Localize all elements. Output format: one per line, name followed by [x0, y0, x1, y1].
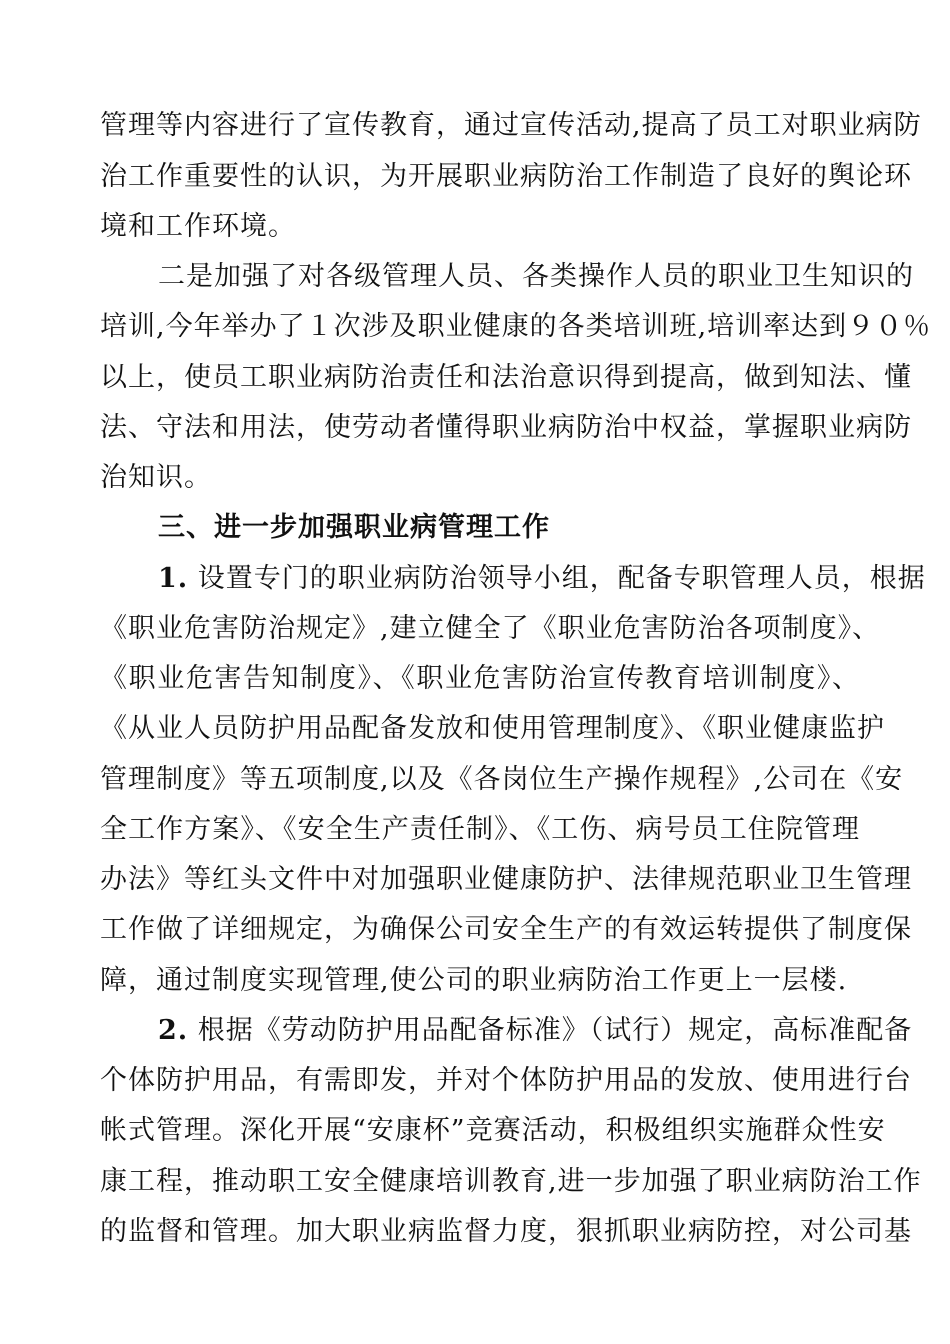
text-line-11: 《职业危害防治规定》,建立健全了《职业危害防治各项制度》、 [100, 613, 881, 644]
text-line-3: 境和工作环境。 [100, 211, 296, 242]
text-line-23: 的监督和管理。加大职业病监督力度，狠抓职业病防控，对公司基 [100, 1216, 912, 1247]
section-heading: 三、进一步加强职业病管理工作 [158, 512, 550, 543]
text-line-6: 以上，使员工职业病防治责任和法治意识得到提高，做到知法、懂 [100, 362, 912, 393]
text-line-2: 治工作重要性的认识，为开展职业病防治工作制造了良好的舆论环 [100, 161, 912, 192]
text-line-5: 培训,今年举办了１次涉及职业健康的各类培训班,培训率达到９０％ [100, 311, 932, 342]
text-line-21: 帐式管理。深化开展“安康杯”竞赛活动，积极组织实施群众性安 [100, 1115, 886, 1146]
item-number-2: 2. [158, 1015, 189, 1046]
text-line-13: 《从业人员防护用品配备发放和使用管理制度》、《职业健康监护 [100, 713, 885, 744]
text-line-10-content: 设置专门的职业病防治领导小组，配备专职管理人员，根据 [197, 563, 926, 594]
text-line-7: 法、守法和用法，使劳动者懂得职业病防治中权益，掌握职业病防 [100, 412, 912, 443]
text-line-14: 管理制度》等五项制度,以及《各岗位生产操作规程》,公司在《安 [100, 764, 904, 795]
item-number-1: 1. [158, 563, 189, 594]
text-line-1: 管理等内容进行了宣传教育，通过宣传活动,提高了员工对职业病防 [100, 110, 922, 141]
text-line-10 [158, 559, 926, 599]
text-line-15: 全工作方案》、《安全生产责任制》、《工伤、病号员工住院管理 [100, 814, 860, 845]
text-line-16: 办法》等红头文件中对加强职业健康防护、法律规范职业卫生管理 [100, 864, 912, 895]
text-line-17: 工作做了详细规定，为确保公司安全生产的有效运转提供了制度保 [100, 914, 912, 945]
text-line-22: 康工程，推动职工安全健康培训教育,进一步加强了职业病防治工作 [100, 1166, 922, 1197]
text-line-8: 治知识。 [100, 462, 212, 493]
text-line-19-content: 根据《劳动防护用品配备标准》（试行）规定，高标准配备 [197, 1015, 913, 1046]
text-line-18: 障，通过制度实现管理,使公司的职业病防治工作更上一层楼. [100, 965, 848, 996]
text-line-12: 《职业危害告知制度》、《职业危害防治宣传教育培训制度》、 [100, 663, 860, 694]
text-line-4: 二是加强了对各级管理人员、各类操作人员的职业卫生知识的 [158, 261, 914, 292]
text-line-20: 个体防护用品，有需即发，并对个体防护用品的发放、使用进行台 [100, 1065, 912, 1096]
text-line-19 [158, 1011, 913, 1051]
